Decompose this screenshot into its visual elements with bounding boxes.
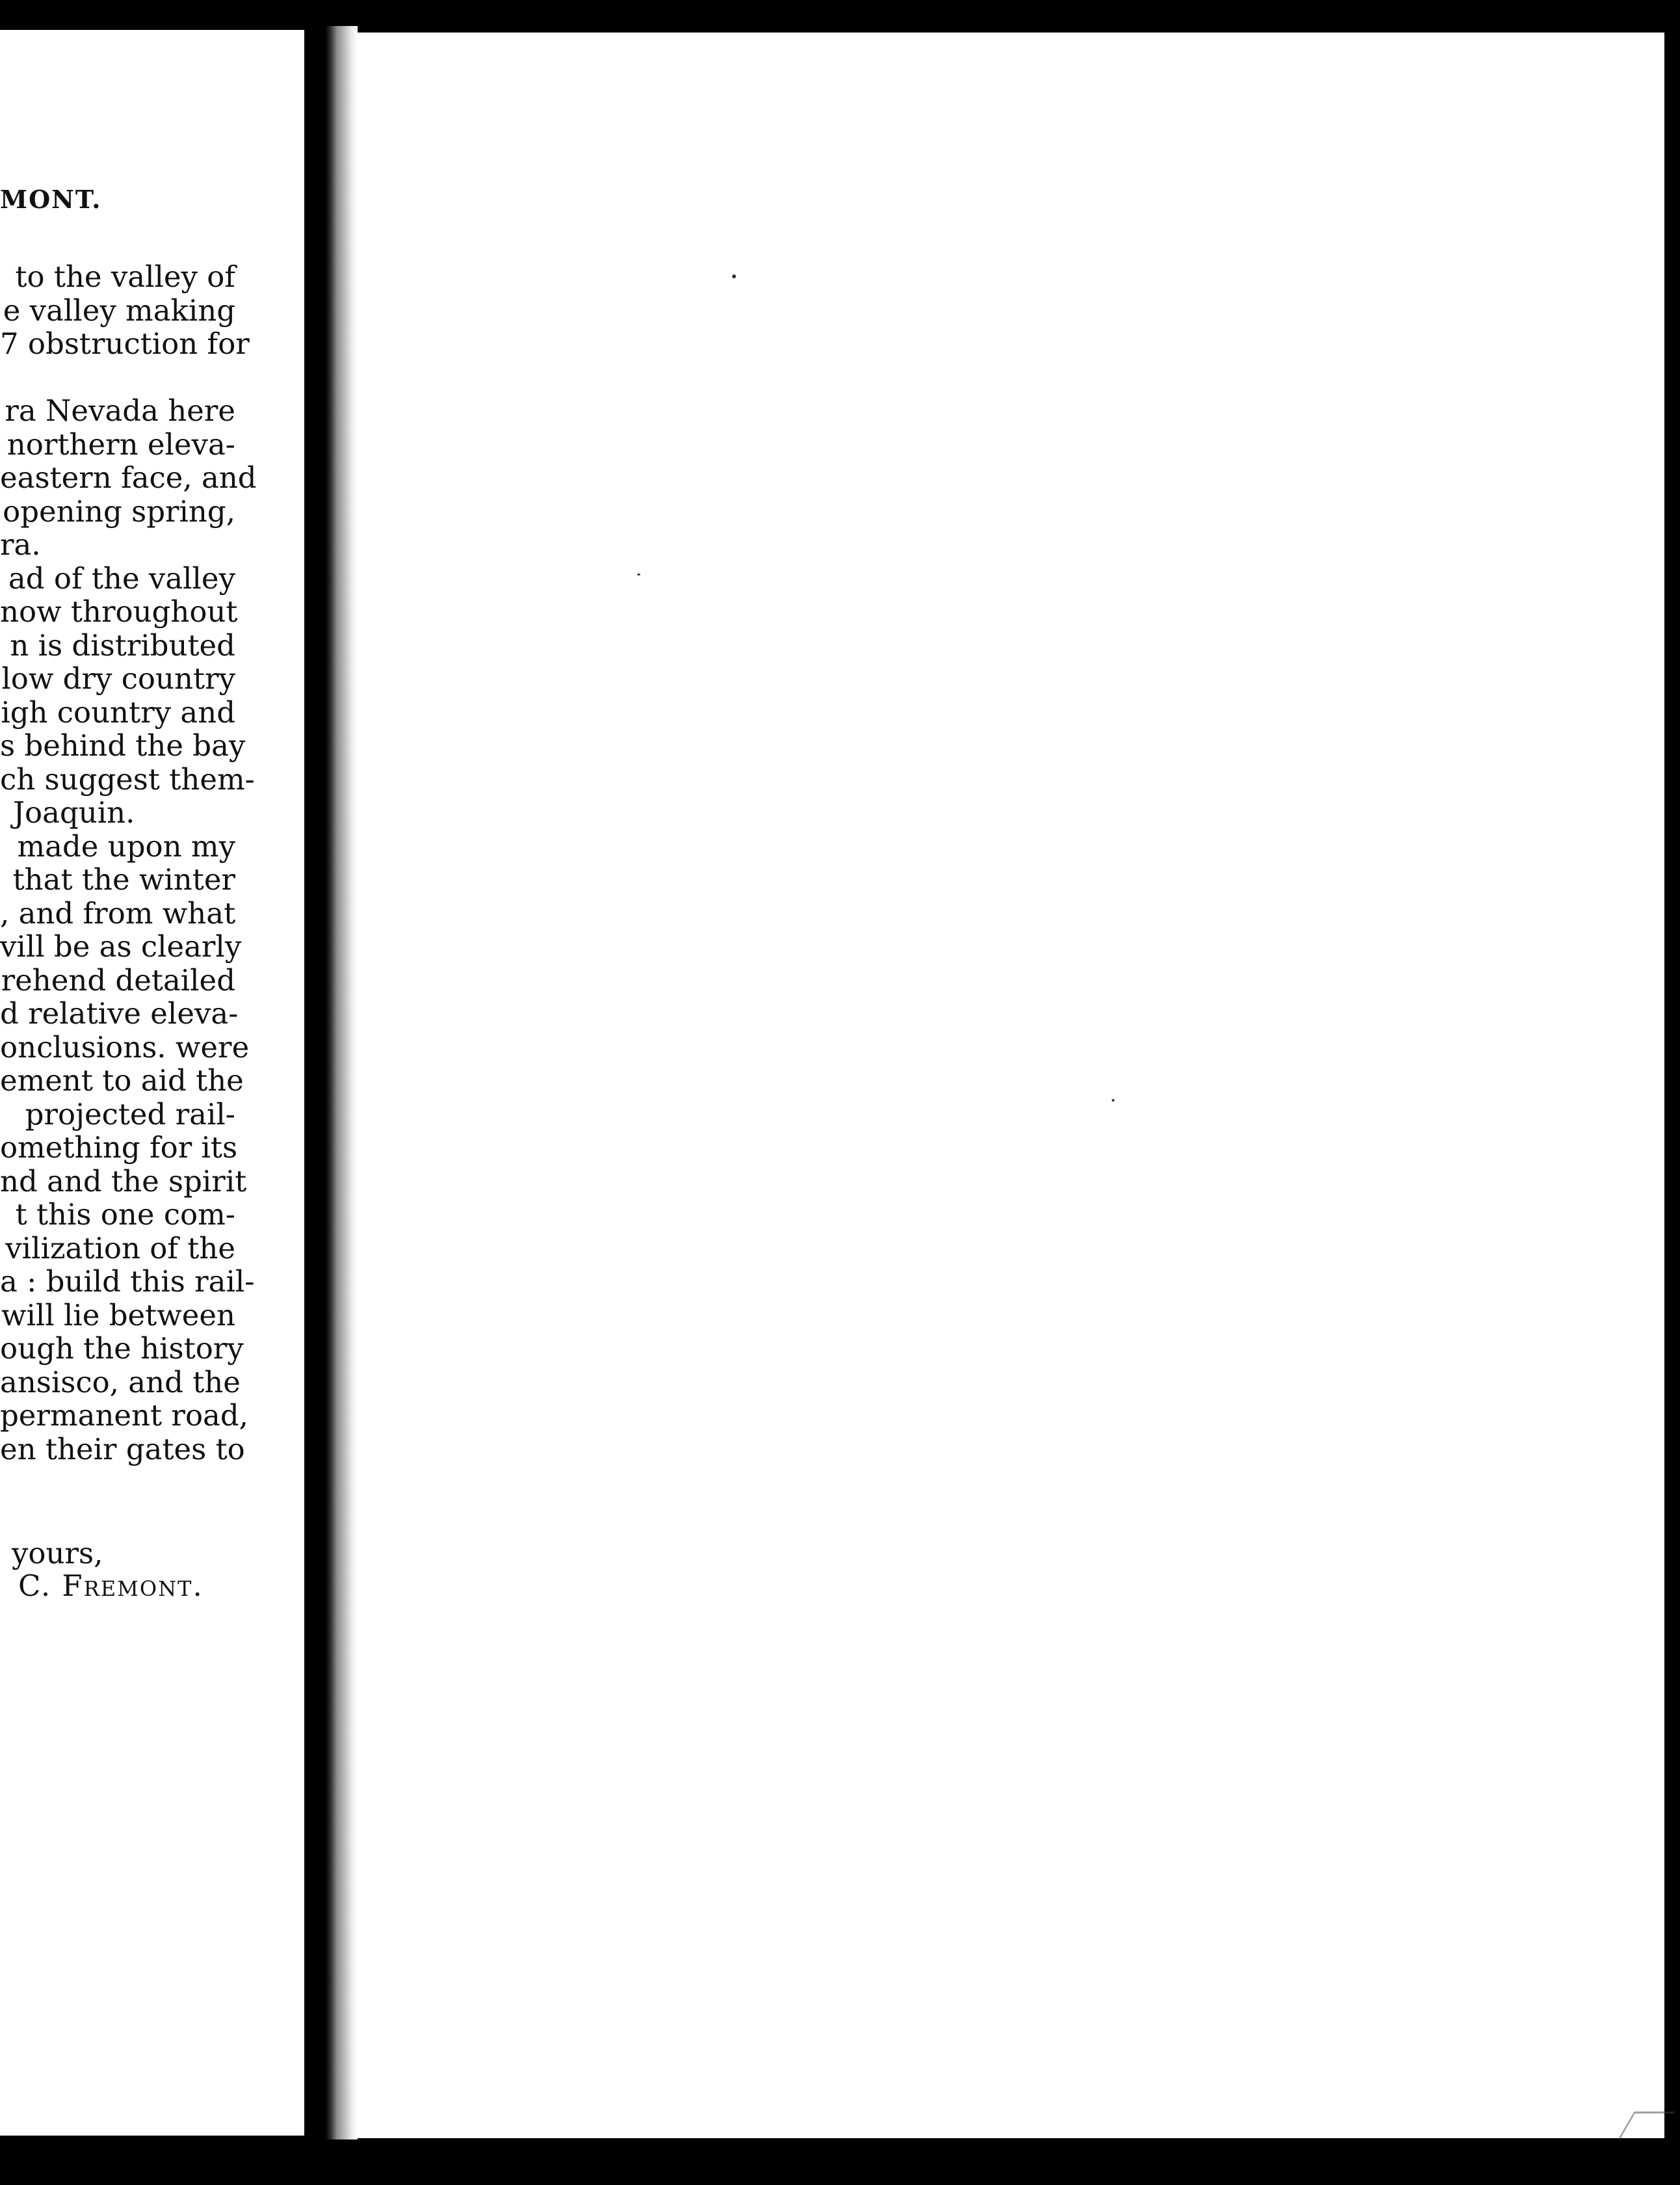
text-line: , and from what (0, 895, 236, 931)
text-line: rehend detailed (1, 962, 235, 998)
text-line: ough the history (0, 1331, 244, 1366)
text-line: ansisco, and the (0, 1364, 241, 1399)
text-line: a : build this rail- (0, 1264, 255, 1299)
text-line: n is distributed (10, 628, 235, 663)
right-page-blank (358, 33, 1664, 2138)
text-line: projected rail- (25, 1096, 235, 1132)
signature: C. Fremont. (18, 1569, 203, 1603)
left-page (0, 30, 304, 2136)
running-head: MONT. (0, 185, 102, 214)
text-line: ad of the valley (8, 561, 235, 596)
text-line: d relative eleva- (0, 996, 239, 1031)
text-line: northern eleva- (7, 427, 235, 462)
text-line: nd and the spirit (0, 1163, 247, 1198)
text-line: vill be as clearly (0, 929, 242, 964)
closing-line: yours, (12, 1536, 103, 1570)
text-line: made upon my (17, 828, 235, 864)
text-line: ra. (0, 527, 41, 562)
text-line: e valley making (3, 293, 235, 328)
text-line: to the valley of (15, 259, 235, 294)
text-line: will lie between (1, 1297, 235, 1332)
letter-body (0, 259, 257, 1466)
text-line: t this one com- (15, 1197, 235, 1232)
text-line: Joaquin. (13, 795, 135, 830)
book-gutter (304, 26, 358, 2139)
text-line: en their gates to (0, 1431, 245, 1466)
paper-speck (637, 574, 640, 576)
text-line: low dry country (1, 661, 235, 696)
text-line: ch suggest them- (0, 761, 255, 797)
text-line: vilization of the (5, 1230, 235, 1265)
text-line: that the winter (12, 862, 235, 897)
text-line: 7 obstruction for (0, 326, 250, 361)
text-line: ra Nevada here (5, 393, 235, 428)
text-line: permanent road, (0, 1398, 248, 1433)
text-line: onclusions. were (0, 1029, 250, 1065)
text-line: now throughout (0, 594, 238, 629)
text-line: ement to aid the (0, 1063, 244, 1098)
paper-speck (732, 274, 736, 278)
text-line: igh country and (1, 695, 235, 730)
text-line: eastern face, and (0, 460, 257, 495)
text-line: opening spring, (3, 494, 235, 529)
text-line: omething for its (0, 1130, 238, 1165)
paper-speck (1112, 1099, 1114, 1102)
text-line: s behind the bay (0, 728, 246, 763)
